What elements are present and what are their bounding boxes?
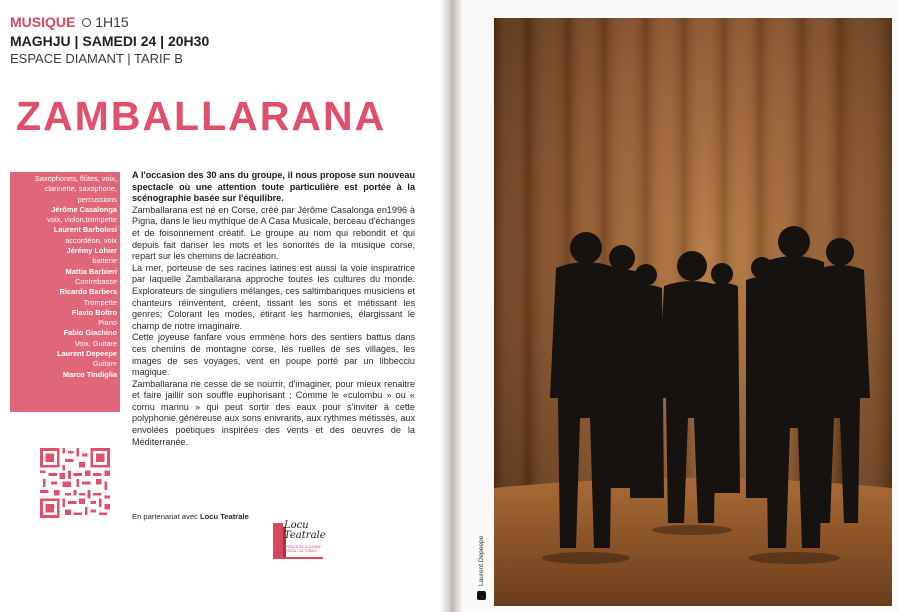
credit-role: Trompette bbox=[83, 297, 117, 307]
page-gutter bbox=[440, 0, 462, 612]
credit-name: Laurent Depeepe bbox=[57, 349, 117, 359]
photo-credit: Laurent Depeepe bbox=[478, 535, 485, 586]
partner-prefix: En partenariat avec bbox=[132, 512, 198, 521]
credit-name: Ricardo Barbera bbox=[59, 287, 117, 297]
logo-sub-2: SPAZIU CULTURALI bbox=[284, 549, 317, 553]
credit-name: Marco Tindiglia bbox=[62, 369, 117, 379]
clock-icon bbox=[82, 18, 91, 27]
duration-label: 1H15 bbox=[95, 14, 129, 30]
lead-paragraph: A l'occasion des 30 ans du groupe, il nous propose sun nouveau spectacle où une attention toute particulière est portée à la scénographie basée sur l'équilibre. bbox=[132, 170, 415, 204]
credit-name: Flavio Boltro bbox=[71, 307, 117, 317]
show-title: ZAMBALLARANA bbox=[16, 93, 387, 139]
band-photo bbox=[494, 18, 892, 606]
partner-name: Locu Teatrale bbox=[199, 512, 249, 521]
logo-subtitle bbox=[284, 545, 321, 553]
logo-sub-1: ESPACE DE CULTURE bbox=[284, 545, 322, 549]
credit-name: Fabio Giachino bbox=[63, 328, 117, 338]
logo-line-1: Locu bbox=[284, 520, 309, 531]
credit-role: Piano bbox=[98, 318, 117, 328]
camera-icon bbox=[477, 591, 486, 600]
credit-name: Jérémy Lohier bbox=[66, 246, 117, 256]
band-photo-illustration bbox=[494, 18, 892, 606]
body-paragraph: Cette joyeuse fanfare vous emmène hors des sentiers battus dans ces chemins de montagne corse, les ruelles de ses villages, les images de ses voyages, vent en poupe porté par un libbecciu magique. bbox=[132, 332, 415, 378]
credit-name: Laurent Barbolosi bbox=[53, 225, 117, 235]
body-paragraph: Zamballarana ne cesse de se nourrir, d'imaginer, pour mieux renaitre et faire jaillir son souffle euphorisant ; Comme le «culombu » ou « cornu marinu » qui peut sortir des eaux pour s'inviter à cette polyphonie généreuse aux sons enivrants, aux rythmes métissés, aux envolées poétiques inspirées des vents et des oeuvres de la Méditerranée. bbox=[132, 378, 415, 447]
credit-name: Mattia Barbieri bbox=[65, 266, 117, 276]
credit-role: batterie bbox=[92, 256, 117, 266]
credits-panel bbox=[10, 172, 120, 412]
credit-role: Voix, Guitare bbox=[74, 338, 117, 348]
article-body bbox=[132, 170, 415, 448]
credit-role: accordéon, voix bbox=[65, 235, 117, 245]
body-paragraph: La mer, porteuse de ses racines latines est aussi la voie inspiratrice par laquelle Zamballarana approche toutes les cultures du monde. Explorateurs de singuliers mélanges, ces saltimbanques musiciens et chanteurs réinventent, créent, tissant les sons et métissant les genres; Colorant les modes, étirant les harmonies, élargissant le champ de notre imaginaire. bbox=[132, 262, 415, 331]
venue-line: ESPACE DIAMANT | TARIF B bbox=[10, 51, 183, 66]
credit-role: Contrebasse bbox=[75, 276, 117, 286]
qr-code[interactable] bbox=[40, 448, 110, 518]
credit-role: Guitare bbox=[92, 359, 117, 369]
body-paragraph: Zamballarana est né en Corse, créé par Jérôme Casalonga en1996 à Pigna, dans le lieu mythique de A Casa Musicale, berceau d'échanges et de foisonnement créatif. Le groupe au nom qui rebondit et qui depuis fait danser les mots et les sonorités de la musique corse, repart sur les chemins de lacréation. bbox=[132, 204, 415, 262]
partner-line bbox=[132, 512, 249, 521]
category-label: MUSIQUE bbox=[10, 14, 76, 30]
event-date-line: MAGHJU | SAMEDI 24 | 20H30 bbox=[10, 33, 210, 49]
credit-role: Saxophones, flûtes, voix, clarinette, saxophone, percussions bbox=[34, 174, 117, 204]
credit-name: Jérôme Casalonga bbox=[51, 204, 117, 214]
category-line bbox=[10, 14, 129, 30]
logo-line-2: Teatrale bbox=[284, 530, 326, 541]
logo-wordmark bbox=[284, 521, 326, 541]
credit-role: voix, violon,trompette bbox=[47, 215, 117, 225]
